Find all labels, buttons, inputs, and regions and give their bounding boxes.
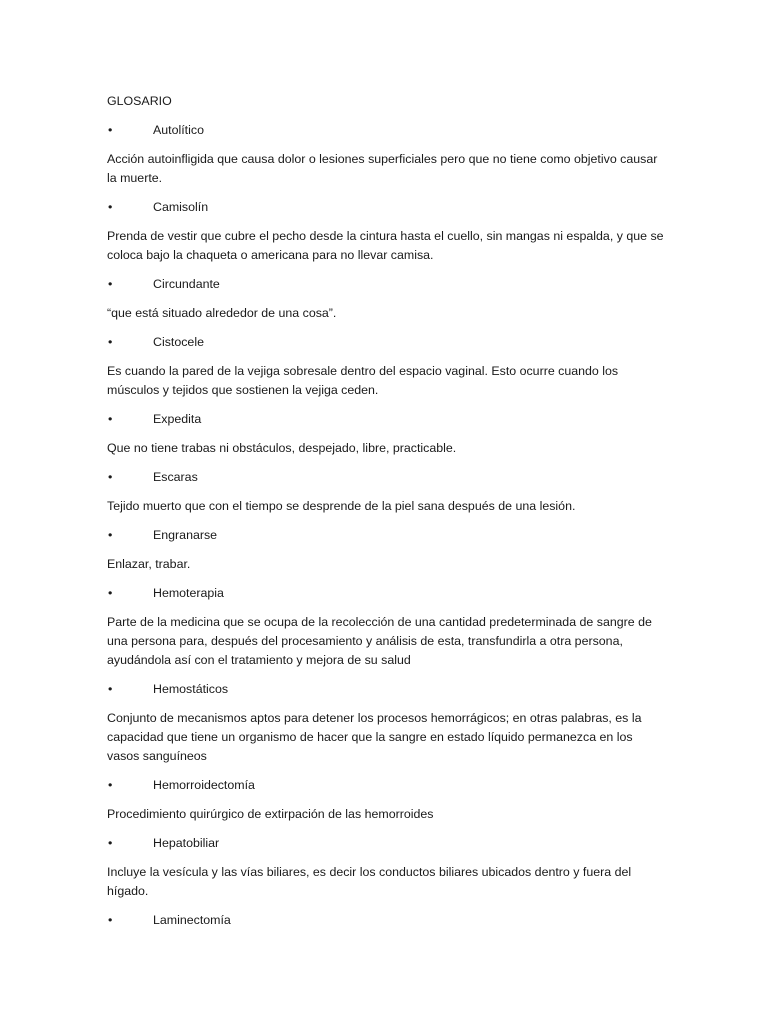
term-definition: Conjunto de mecanismos aptos para detener los procesos hemorrágicos; en otras palabras, es la capacidad que tiene un organismo de hacer que la sangre en estado líquido permanezca en los vasos sanguíneos: [107, 711, 642, 763]
term-definition: Que no tiene trabas ni obstáculos, despejado, libre, practicable.: [107, 441, 457, 455]
term-label: Laminectomía: [153, 913, 231, 927]
bullet-icon: •: [108, 913, 113, 927]
glossary-term: [107, 121, 667, 140]
term-label: Camisolín: [153, 200, 209, 214]
glossary-term: [107, 410, 667, 429]
term-label: Autolítico: [153, 123, 204, 137]
glossary-term: [107, 776, 667, 795]
term-definition: “que está situado alrededor de una cosa”.: [107, 306, 337, 320]
term-label: Hemostáticos: [153, 682, 229, 696]
term-label: Cistocele: [153, 335, 204, 349]
glossary-content: [107, 92, 667, 940]
glossary-term: [107, 333, 667, 352]
glossary-term: [107, 584, 667, 603]
term-label: Hemorroidectomía: [153, 778, 255, 792]
bullet-icon: •: [108, 277, 113, 291]
term-label: Hemoterapia: [153, 586, 224, 600]
bullet-icon: •: [108, 778, 113, 792]
bullet-icon: •: [108, 470, 113, 484]
bullet-icon: •: [108, 200, 113, 214]
term-label: Engranarse: [153, 528, 218, 542]
bullet-icon: •: [108, 335, 113, 349]
term-label: Escaras: [153, 470, 198, 484]
term-definition: Prenda de vestir que cubre el pecho desde la cintura hasta el cuello, sin mangas ni espalda, y que se coloca bajo la chaqueta o americana para no llevar camisa.: [107, 229, 664, 262]
bullet-icon: •: [108, 412, 113, 426]
bullet-icon: •: [108, 682, 113, 696]
bullet-icon: •: [108, 123, 113, 137]
document-title: GLOSARIO: [107, 94, 172, 108]
glossary-term: [107, 911, 667, 930]
term-label: Hepatobiliar: [153, 836, 220, 850]
bullet-icon: •: [108, 586, 113, 600]
glossary-term: [107, 526, 667, 545]
glossary-term: [107, 834, 667, 853]
term-label: Expedita: [153, 412, 202, 426]
term-definition: Acción autoinfligida que causa dolor o lesiones superficiales pero que no tiene como objetivo causar la muerte.: [107, 152, 658, 185]
term-definition: Enlazar, trabar.: [107, 557, 191, 571]
bullet-icon: •: [108, 836, 113, 850]
glossary-term: [107, 680, 667, 699]
bullet-icon: •: [108, 528, 113, 542]
term-definition: Incluye la vesícula y las vías biliares, es decir los conductos biliares ubicados dentro y fuera del hígado.: [107, 865, 632, 898]
term-definition: Tejido muerto que con el tiempo se desprende de la piel sana después de una lesión.: [107, 499, 576, 513]
glossary-term: [107, 198, 667, 217]
term-definition: Procedimiento quirúrgico de extirpación de las hemorroides: [107, 807, 434, 821]
glossary-term: [107, 468, 667, 487]
term-definition: Parte de la medicina que se ocupa de la recolección de una cantidad predeterminada de sangre de una persona para, después del procesamiento y análisis de esta, transfundirla a otra persona, ayudándola así con el tratamiento y mejora de su salud: [107, 615, 652, 667]
glossary-term: [107, 275, 667, 294]
term-definition: Es cuando la pared de la vejiga sobresale dentro del espacio vaginal. Esto ocurre cuando los músculos y tejidos que sostienen la vejiga ceden.: [107, 364, 619, 397]
term-label: Circundante: [153, 277, 220, 291]
